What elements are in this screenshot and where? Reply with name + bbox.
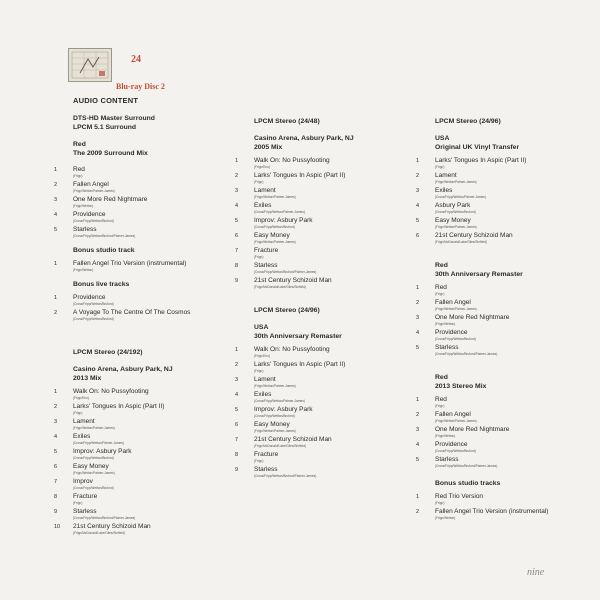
track-item [235, 361, 415, 373]
track-credits: (Cross/Fripp/Wetton/Palmer-James) [73, 441, 124, 445]
track-item [235, 157, 415, 169]
track-list [416, 157, 596, 244]
track-title: Lament [254, 376, 276, 383]
track-credits: (Fripp/Wetton/Palmer-James) [73, 189, 115, 193]
disc-artwork-thumbnail [68, 48, 112, 82]
track-title: Starless [73, 508, 97, 515]
track-title: Providence [73, 211, 106, 218]
track-title: 21st Century Schizoid Man [73, 523, 151, 530]
track-credits: (Fripp/Eno) [254, 165, 270, 169]
track-title: One More Red Nightmare [435, 314, 510, 321]
track-number: 3 [235, 377, 239, 383]
track-item [54, 294, 234, 306]
track-credits: (Fripp/Wetton) [435, 516, 456, 520]
track-item [54, 166, 234, 178]
track-item [416, 172, 596, 184]
track-credits: (Cross/Fripp/Wetton/Bruford) [73, 317, 114, 321]
mix-heading: 30th Anniversary Remaster [435, 271, 523, 278]
track-number: 2 [416, 300, 420, 306]
track-number: 5 [416, 345, 420, 351]
track-title: Improv: Asbury Park [254, 406, 313, 413]
track-credits: (Fripp/Wetton/Palmer-James) [435, 419, 477, 423]
format-heading: LPCM Stereo (24/96) [254, 307, 320, 314]
track-title: Fallen Angel Trio Version (instrumental) [435, 508, 549, 515]
track-title: One More Red Nightmare [435, 426, 510, 433]
page-number: nine [527, 567, 545, 578]
track-item [54, 508, 234, 520]
track-title: Providence [73, 294, 106, 301]
track-number: 8 [235, 452, 239, 458]
track-title: Walk On: No Pussyfooting [254, 346, 330, 353]
track-credits: (Cross/Fripp/Wetton/Bruford) [73, 219, 114, 223]
track-title: 21st Century Schizoid Man [254, 436, 332, 443]
track-credits: (Fripp) [435, 501, 445, 505]
mix-heading: Original UK Vinyl Transfer [435, 144, 520, 151]
track-title: 21st Century Schizoid Man [254, 277, 332, 284]
format-heading: LPCM Stereo (24/96) [435, 118, 501, 125]
track-number: 3 [54, 197, 58, 203]
track-credits: (Fripp) [254, 180, 264, 184]
track-credits: (Fripp) [254, 255, 264, 259]
track-item [54, 260, 234, 272]
track-number: 3 [416, 315, 420, 321]
track-item [235, 232, 415, 244]
track-title: Exiles [73, 433, 91, 440]
track-item [54, 226, 234, 238]
track-title: Easy Money [254, 421, 290, 428]
track-number: 6 [416, 233, 420, 239]
track-credits: (Cross/Fripp/Wetton/Bruford/Palmer-James) [435, 464, 498, 468]
track-credits: (Fripp/McDonald/Lake/Giles/Sinfield) [254, 444, 306, 448]
track-number: 2 [54, 182, 58, 188]
track-number: 6 [235, 233, 239, 239]
track-item [416, 217, 596, 229]
track-credits: (Fripp/Wetton/Palmer-James) [435, 307, 477, 311]
track-number: 1 [235, 347, 239, 353]
track-title: Starless [435, 344, 459, 351]
track-item [416, 314, 596, 326]
format-heading: LPCM 5.1 Surround [73, 124, 137, 131]
track-number: 5 [416, 218, 420, 224]
track-item [235, 277, 415, 289]
track-credits: (Cross/Fripp/Wetton/Bruford) [73, 486, 114, 490]
bonus-heading: Bonus studio tracks [435, 480, 501, 487]
track-item [54, 523, 234, 535]
track-credits: (Fripp) [435, 404, 445, 408]
track-number: 8 [54, 494, 58, 500]
track-number: 3 [235, 188, 239, 194]
column-1 [54, 114, 234, 538]
track-number: 1 [54, 389, 58, 395]
track-list [416, 493, 596, 520]
track-credits: (Fripp/Wetton) [435, 322, 456, 326]
track-title: Fallen Angel [435, 411, 471, 418]
track-title: Improv: Asbury Park [73, 448, 132, 455]
track-number: 2 [54, 310, 58, 316]
track-title: Red [435, 396, 447, 403]
track-item [416, 232, 596, 244]
mix-heading: 30th Anniversary Remaster [254, 333, 342, 340]
track-title: Larks' Tongues In Aspic (Part II) [254, 361, 346, 368]
track-title: Larks' Tongues In Aspic (Part II) [73, 403, 165, 410]
track-title: Red [435, 284, 447, 291]
track-item [235, 262, 415, 274]
track-number: 2 [416, 412, 420, 418]
track-number: 6 [54, 464, 58, 470]
track-number: 8 [235, 263, 239, 269]
track-list [235, 346, 415, 478]
track-title: Lament [73, 418, 95, 425]
track-credits: (Fripp) [73, 174, 83, 178]
track-credits: (Cross/Fripp/Wetton/Bruford) [254, 414, 295, 418]
track-item [416, 202, 596, 214]
track-credits: (Fripp/McDonald/Lake/Giles/Sinfield) [254, 285, 306, 289]
track-credits: (Fripp/Wetton/Palmer-James) [435, 180, 477, 184]
track-credits: (Fripp/Wetton/Palmer-James) [73, 471, 115, 475]
track-title: Starless [254, 262, 278, 269]
track-item [416, 329, 596, 341]
track-list [54, 166, 234, 238]
track-title: Larks' Tongues In Aspic (Part II) [254, 172, 346, 179]
track-item [235, 217, 415, 229]
track-title: Exiles [254, 202, 272, 209]
track-title: Easy Money [435, 217, 471, 224]
track-item [54, 418, 234, 430]
track-number: 1 [54, 167, 58, 173]
venue-heading: Casino Arena, Asbury Park, NJ [254, 135, 354, 142]
track-title: Easy Money [254, 232, 290, 239]
track-title: Lament [254, 187, 276, 194]
track-number: 4 [54, 212, 58, 218]
track-number: 2 [235, 362, 239, 368]
track-title: Starless [254, 466, 278, 473]
track-number: 4 [54, 434, 58, 440]
track-item [416, 411, 596, 423]
track-item [235, 406, 415, 418]
track-item [54, 196, 234, 208]
track-credits: (Fripp) [254, 369, 264, 373]
track-number: 3 [54, 419, 58, 425]
album-heading: Red [73, 141, 86, 148]
region-heading: USA [254, 324, 269, 331]
track-item [235, 421, 415, 433]
track-number: 2 [235, 173, 239, 179]
track-number: 5 [54, 449, 58, 455]
track-item [54, 433, 234, 445]
track-credits: (Fripp) [435, 165, 445, 169]
track-item [54, 309, 234, 321]
track-credits: (Fripp/Wetton/Palmer-James) [254, 384, 296, 388]
track-credits: (Fripp/Wetton/Palmer-James) [254, 240, 296, 244]
track-credits: (Fripp/Wetton) [435, 434, 456, 438]
track-number: 4 [235, 203, 239, 209]
track-credits: (Fripp/Wetton/Palmer-James) [254, 429, 296, 433]
format-heading: DTS-HD Master Surround [73, 115, 155, 122]
track-credits: (Fripp) [254, 459, 264, 463]
track-number: 7 [235, 248, 239, 254]
track-item [416, 284, 596, 296]
track-credits: (Fripp/McDonald/Lake/Giles/Sinfield) [435, 240, 487, 244]
track-credits: (Cross/Fripp/Wetton/Palmer-James) [435, 195, 486, 199]
track-title: A Voyage To The Centre Of The Cosmos [73, 309, 191, 316]
album-heading: Red [435, 262, 448, 269]
track-title: Fallen Angel [435, 299, 471, 306]
track-item [416, 344, 596, 356]
track-number: 4 [416, 442, 420, 448]
track-number: 4 [235, 392, 239, 398]
track-item [54, 478, 234, 490]
track-number: 4 [416, 203, 420, 209]
track-credits: (Cross/Fripp/Wetton/Bruford) [254, 225, 295, 229]
track-number: 1 [54, 261, 58, 267]
track-number: 2 [416, 509, 420, 515]
mix-heading: The 2009 Surround Mix [73, 150, 148, 157]
track-number: 5 [235, 407, 239, 413]
track-credits: (Cross/Fripp/Wetton/Palmer-James) [254, 210, 305, 214]
track-number: 7 [54, 479, 58, 485]
track-title: Exiles [254, 391, 272, 398]
track-title: Fracture [254, 247, 279, 254]
track-credits: (Fripp/Eno) [73, 396, 89, 400]
track-credits: (Cross/Fripp/Wetton/Bruford/Palmer-James) [73, 234, 136, 238]
column-2 [235, 117, 415, 481]
track-title: Walk On: No Pussyfooting [73, 388, 149, 395]
track-item [54, 403, 234, 415]
track-list [54, 294, 234, 321]
track-number: 5 [235, 218, 239, 224]
track-number: 5 [54, 227, 58, 233]
track-number: 2 [54, 404, 58, 410]
track-credits: (Cross/Fripp/Wetton/Palmer-James) [254, 399, 305, 403]
track-title: Fallen Angel [73, 181, 109, 188]
bonus-heading: Bonus live tracks [73, 281, 130, 288]
track-title: Improv [73, 478, 93, 485]
track-item [235, 436, 415, 448]
disc-title: Blu-ray Disc 2 [116, 82, 165, 91]
track-credits: (Fripp/Wetton) [73, 204, 94, 208]
track-credits: (Fripp) [73, 411, 83, 415]
mix-heading: 2013 Mix [73, 375, 102, 382]
track-number: 1 [235, 158, 239, 164]
region-heading: USA [435, 135, 450, 142]
track-item [54, 181, 234, 193]
track-list [416, 396, 596, 468]
track-title: Starless [73, 226, 97, 233]
track-title: Larks' Tongues In Aspic (Part II) [435, 157, 527, 164]
track-number: 1 [54, 295, 58, 301]
track-item [235, 466, 415, 478]
track-title: Starless [435, 456, 459, 463]
track-title: Improv: Asbury Park [254, 217, 313, 224]
track-item [54, 388, 234, 400]
track-item [54, 493, 234, 505]
track-credits: (Cross/Fripp/Wetton/Bruford) [435, 210, 476, 214]
track-list [54, 260, 234, 272]
album-heading: Red [435, 374, 448, 381]
track-list [416, 284, 596, 356]
track-title: Fracture [254, 451, 279, 458]
track-title: Providence [435, 441, 468, 448]
format-heading: LPCM Stereo (24/48) [254, 118, 320, 125]
track-credits: (Fripp) [73, 501, 83, 505]
track-credits: (Cross/Fripp/Wetton/Bruford/Palmer-James) [254, 270, 317, 274]
track-title: Fracture [73, 493, 98, 500]
track-title: Red [73, 166, 85, 173]
track-number: 9 [54, 509, 58, 515]
track-number: 9 [235, 467, 239, 473]
track-number: 3 [416, 427, 420, 433]
track-title: Fallen Angel Trio Version (instrumental) [73, 260, 187, 267]
track-item [54, 211, 234, 223]
track-title: Walk On: No Pussyfooting [254, 157, 330, 164]
track-item [416, 508, 596, 520]
track-item [235, 376, 415, 388]
track-credits: (Cross/Fripp/Wetton/Bruford) [73, 302, 114, 306]
track-credits: (Cross/Fripp/Wetton/Bruford) [435, 449, 476, 453]
track-item [416, 187, 596, 199]
track-number: 1 [416, 494, 420, 500]
track-title: Asbury Park [435, 202, 471, 209]
track-title: Lament [435, 172, 457, 179]
track-item [235, 172, 415, 184]
track-item [54, 448, 234, 460]
column-3 [416, 117, 596, 523]
track-item [235, 391, 415, 403]
track-number: 2 [416, 173, 420, 179]
track-number: 1 [416, 158, 420, 164]
track-credits: (Cross/Fripp/Wetton/Bruford/Palmer-James) [254, 474, 317, 478]
track-item [416, 157, 596, 169]
track-item [416, 426, 596, 438]
track-credits: (Cross/Fripp/Wetton/Bruford/Palmer-James) [73, 516, 136, 520]
track-credits: (Fripp/McDonald/Lake/Giles/Sinfield) [73, 531, 125, 535]
track-title: Providence [435, 329, 468, 336]
track-item [235, 247, 415, 259]
track-title: One More Red Nightmare [73, 196, 148, 203]
disc-number: 24 [131, 54, 141, 65]
track-number: 7 [235, 437, 239, 443]
track-credits: (Cross/Fripp/Wetton/Bruford) [73, 456, 114, 460]
track-number: 1 [416, 397, 420, 403]
track-credits: (Fripp/Wetton) [73, 268, 94, 272]
track-item [416, 299, 596, 311]
track-title: 21st Century Schizoid Man [435, 232, 513, 239]
track-title: Exiles [435, 187, 453, 194]
track-item [235, 202, 415, 214]
track-number: 9 [235, 278, 239, 284]
track-credits: (Fripp/Eno) [254, 354, 270, 358]
bonus-heading: Bonus studio track [73, 247, 135, 254]
artwork-image [69, 49, 111, 81]
track-number: 3 [416, 188, 420, 194]
track-number: 5 [416, 457, 420, 463]
mix-heading: 2013 Stereo Mix [435, 383, 487, 390]
track-item [416, 441, 596, 453]
track-list [235, 157, 415, 289]
track-item [416, 456, 596, 468]
track-credits: (Fripp/Wetton/Palmer-James) [435, 225, 477, 229]
track-credits: (Cross/Fripp/Wetton/Bruford/Palmer-James) [435, 352, 498, 356]
mix-heading: 2005 Mix [254, 144, 283, 151]
track-number: 1 [416, 285, 420, 291]
track-number: 10 [54, 524, 61, 530]
track-title: Red Trio Version [435, 493, 484, 500]
track-number: 4 [416, 330, 420, 336]
track-item [416, 493, 596, 505]
track-title: Easy Money [73, 463, 109, 470]
track-credits: (Fripp/Wetton/Palmer-James) [254, 195, 296, 199]
track-number: 6 [235, 422, 239, 428]
track-item [235, 451, 415, 463]
track-item [235, 346, 415, 358]
track-list [54, 388, 234, 535]
track-credits: (Cross/Fripp/Wetton/Bruford) [435, 337, 476, 341]
track-item [54, 463, 234, 475]
track-credits: (Fripp/Wetton/Palmer-James) [73, 426, 115, 430]
track-credits: (Fripp) [435, 292, 445, 296]
venue-heading: Casino Arena, Asbury Park, NJ [73, 366, 173, 373]
section-title-audio-content: AUDIO CONTENT [73, 96, 139, 105]
track-item [235, 187, 415, 199]
format-heading: LPCM Stereo (24/192) [73, 349, 143, 356]
track-item [416, 396, 596, 408]
